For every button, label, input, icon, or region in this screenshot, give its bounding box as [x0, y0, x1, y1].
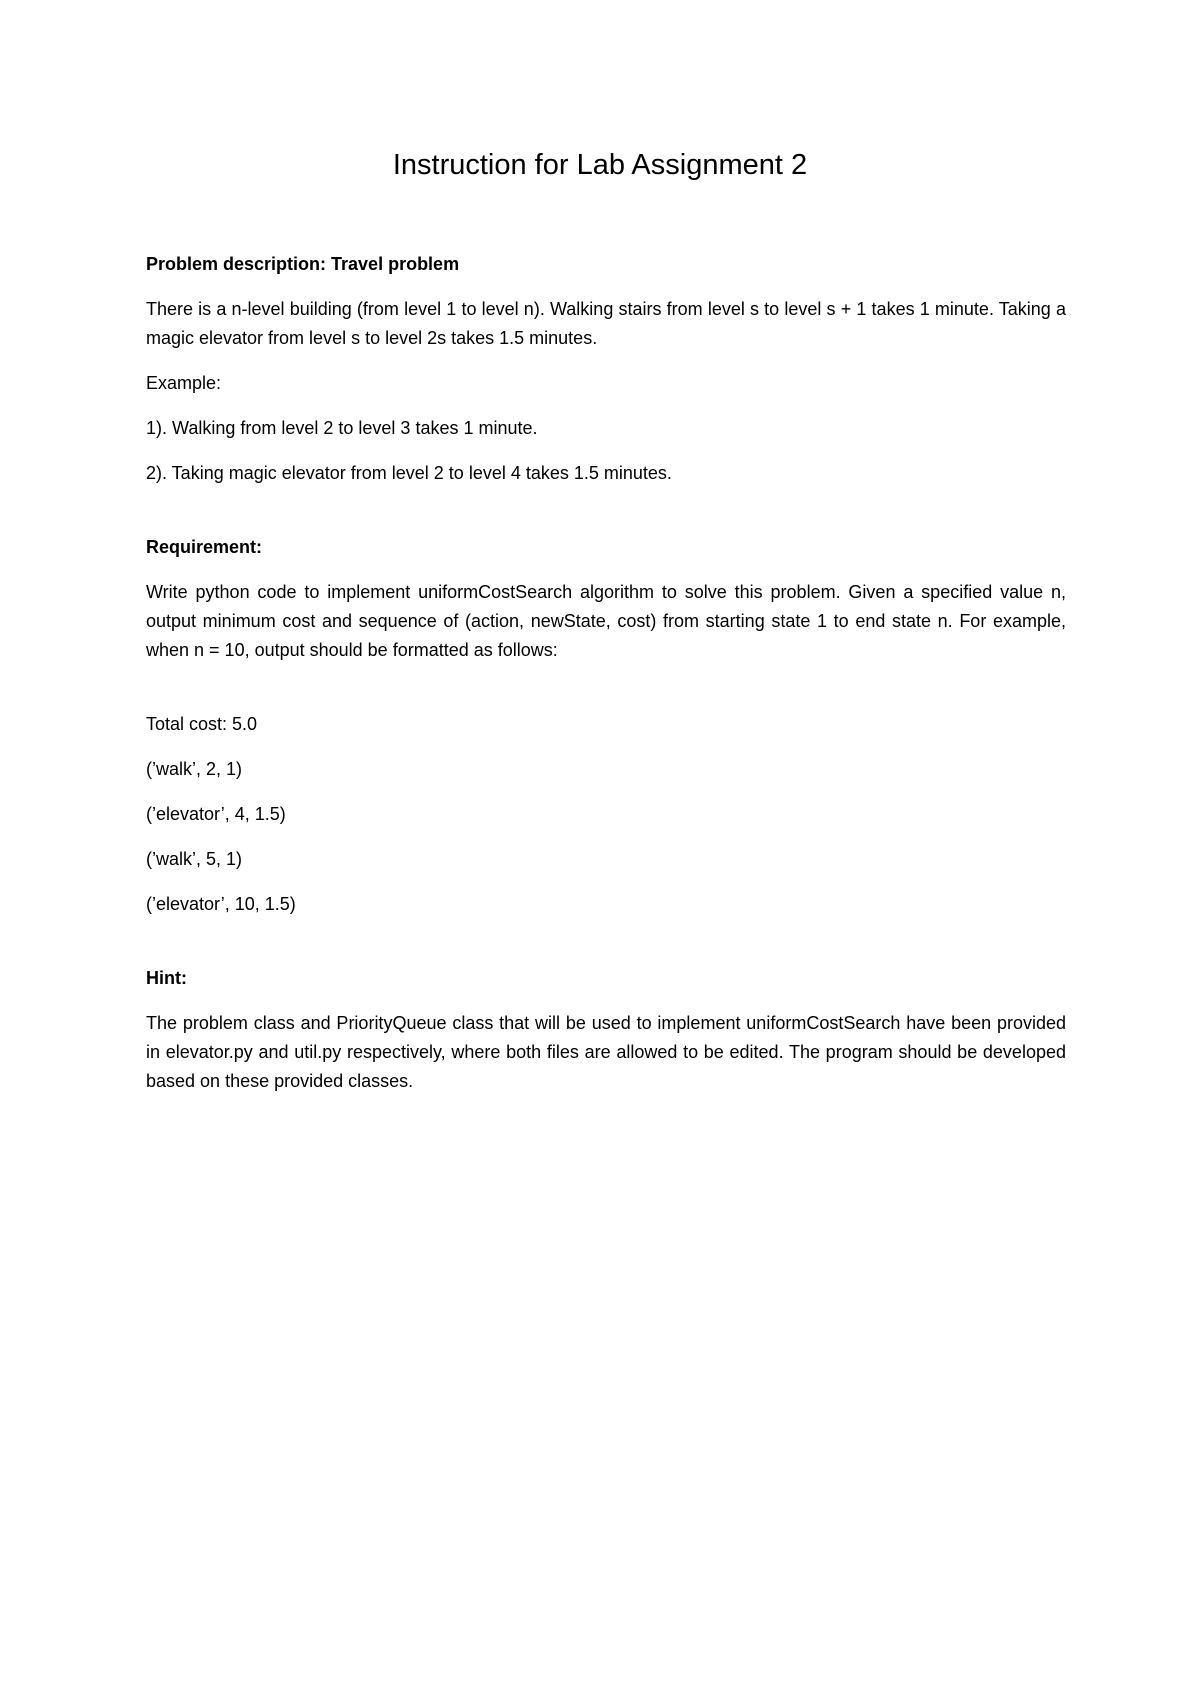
hint-heading: Hint:: [146, 968, 187, 988]
example-label: Example:: [146, 373, 222, 393]
example-item-1: 1). Walking from level 2 to level 3 takes 1 minute.: [146, 418, 538, 438]
problem-text: There is a n-level building (from level 1 to level n). Walking stairs from level s to level s + 1 takes 1 minute. Taking a magic elevator from level s to level 2s takes 1.5 minutes.: [146, 299, 1066, 348]
output-line-2: (’elevator’, 4, 1.5): [146, 804, 286, 824]
example-item-2: 2). Taking magic elevator from level 2 to level 4 takes 1.5 minutes.: [146, 463, 672, 483]
requirement-text: Write python code to implement uniformCostSearch algorithm to solve this problem. Given a specified value n, output minimum cost and sequence of (action, newState, cost) from starting state 1 to end state n. For example, when n = 10, output should be formatted as follows:: [146, 582, 1066, 660]
hint-text: The problem class and PriorityQueue class that will be used to implement uniformCostSearch have been provided in elevator.py and util.py respectively, where both files are allowed to be edited. The program should be developed based on these provided classes.: [146, 1013, 1066, 1091]
output-line-3: (’walk’, 5, 1): [146, 849, 243, 869]
output-total: Total cost: 5.0: [146, 714, 258, 734]
document-body: [146, 250, 1066, 1112]
requirement-heading: Requirement:: [146, 537, 263, 557]
output-line-1: (’walk’, 2, 1): [146, 759, 243, 779]
output-line-4: (’elevator’, 10, 1.5): [146, 894, 296, 914]
document-title: Instruction for Lab Assignment 2: [392, 149, 808, 181]
problem-heading: Problem description: Travel problem: [146, 254, 460, 274]
